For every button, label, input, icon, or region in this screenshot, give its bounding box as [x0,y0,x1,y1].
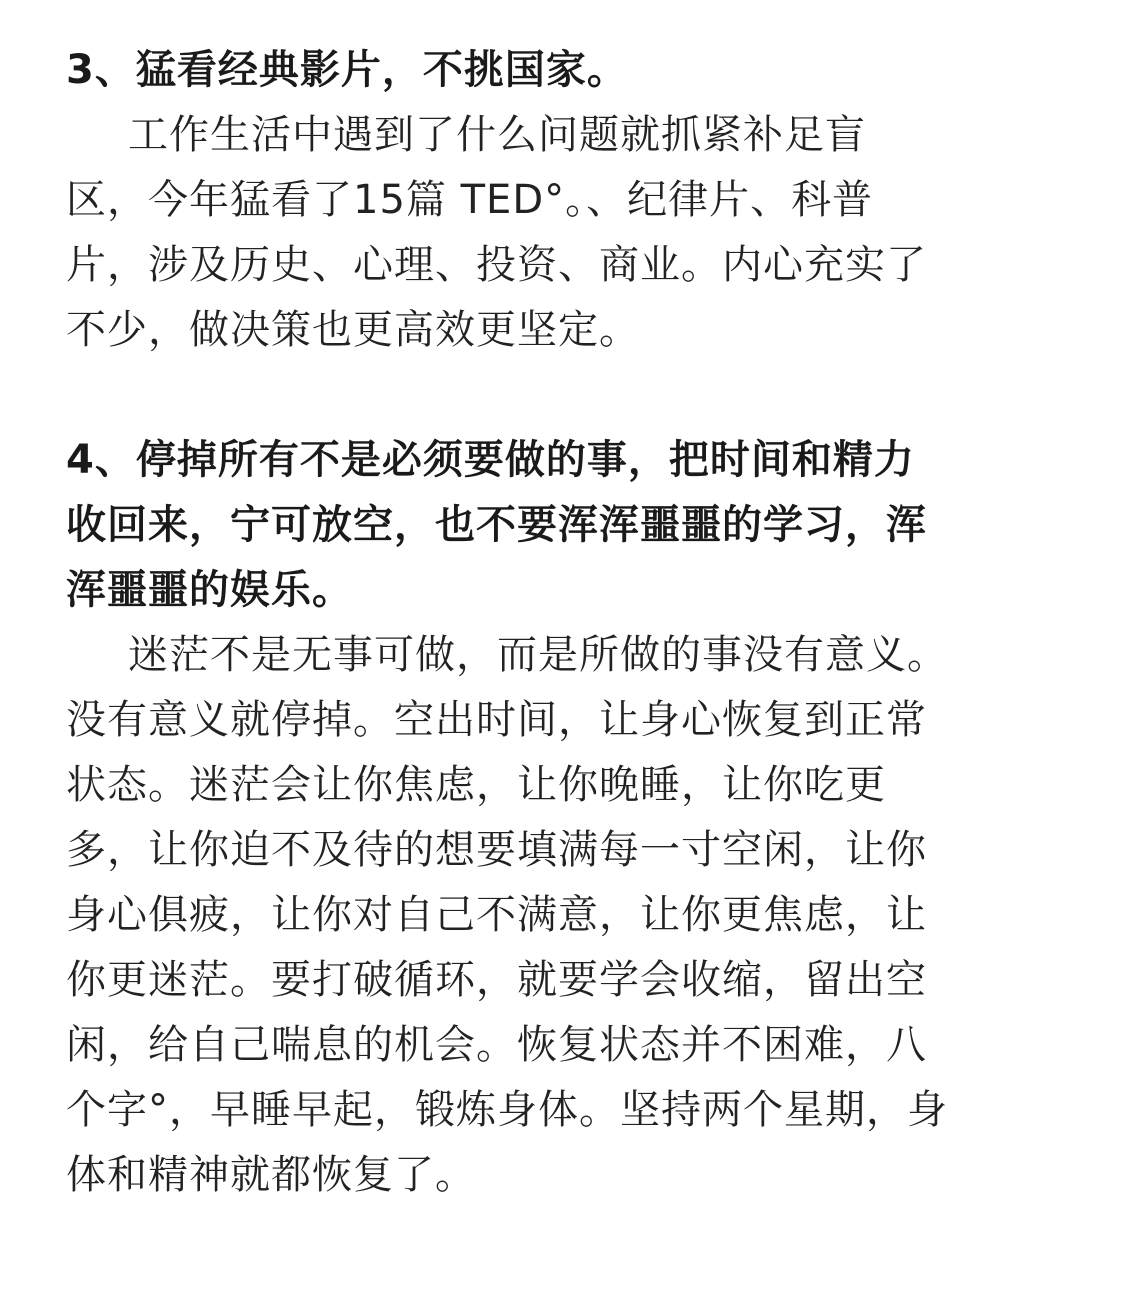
section-3-body-line: 工作生活中遇到了什么问题就抓紧补足盲 [128,112,866,158]
section-4-body-line: 多，让你迫不及待的想要填满每一寸空闲，让你 [66,827,927,873]
section-4-body-line: 迷茫不是无事可做，而是所做的事没有意义。 [128,632,948,678]
section-4-heading-line: 浑噩噩的娱乐。 [66,567,353,613]
section-4-body-line: 身心俱疲，让你对自己不满意，让你更焦虑，让 [66,892,927,938]
section-4-body-line: 体和精神就都恢复了。 [66,1152,476,1198]
section-3-body-line: 片，涉及历史、心理、投资、商业。内心充实了 [66,242,927,288]
section-4-body-line: 闲，给自己喘息的机会。恢复状态并不困难，八 [66,1022,927,1068]
section-4-body-line: 状态。迷茫会让你焦虑，让你晚睡，让你吃更 [66,762,886,808]
section-4-body-line: 个字°，早睡早起，锻炼身体。坚持两个星期，身 [66,1087,948,1133]
section-3-body-line: 不少，做决策也更高效更坚定。 [66,307,640,353]
section-4-body-line: 你更迷茫。要打破循环，就要学会收缩，留出空 [66,957,927,1003]
section-4-body-line: 没有意义就停掉。空出时间，让身心恢复到正常 [66,697,927,743]
section-4-heading-line: 收回来，宁可放空，也不要浑浑噩噩的学习，浑 [66,502,927,548]
section-4-heading-line: 4、停掉所有不是必须要做的事，把时间和精力 [66,437,915,483]
section-3-heading: 3、猛看经典影片，不挑国家。 [66,47,628,93]
section-3-body-line: 区，今年猛看了15篇 TED°。、纪律片、科普 [66,177,874,223]
